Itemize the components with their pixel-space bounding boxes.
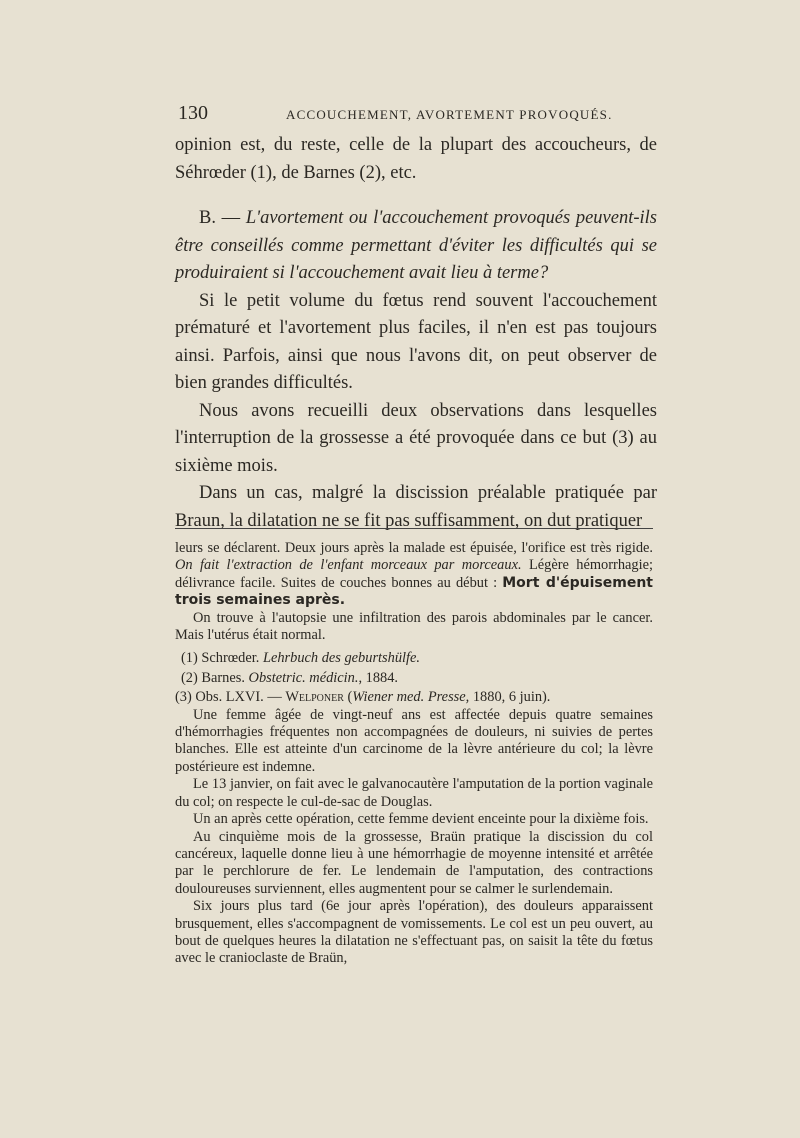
page-header — [174, 102, 662, 126]
running-head: ACCOUCHEMENT, AVORTEMENT PROVOQUÉS. — [286, 107, 613, 122]
footnotes — [175, 540, 653, 968]
footnote-text: ( — [343, 689, 353, 706]
footnote-italic: Wiener med. Presse, — [352, 689, 470, 706]
section-label: B. — — [199, 208, 246, 228]
observation-paragraph: Un an après cette opération, cette femme devient enceinte pour la dixième fois. — [193, 811, 649, 828]
footnote-3 — [175, 689, 653, 706]
section-heading — [175, 205, 657, 288]
footnote-italic: Obstetric. médicin. — [248, 669, 359, 686]
main-text — [175, 132, 657, 535]
paragraph: opinion est, du reste, celle de la plupart des accoucheurs, de Séhrœder (1), de Barnes (2), etc. — [175, 135, 657, 183]
footnote-author: Welponer — [285, 689, 344, 706]
footnote-text: 1880, 6 juin). — [469, 689, 551, 706]
footnote-text: (1) Schrœder. — [181, 650, 263, 667]
note-text: leurs se déclarent. Deux jours après la malade est épuisée, l'orifice est très rigide. — [175, 540, 653, 556]
footnote-2 — [175, 670, 653, 687]
note-paragraph — [175, 540, 653, 610]
footnote-text: (2) Barnes. — [181, 669, 249, 686]
section-question: L'avortement ou l'accouchement provoqués peuvent-ils être conseillés comme permettant d'éviter les difficultés qui se produiraient si l'accouchement avait lieu à terme? — [175, 208, 658, 283]
footnote-text: (3) Obs. LXVI. — — [175, 689, 286, 706]
note-paragraph: On trouve à l'autopsie une infiltration des parois abdominales par le cancer. Mais l'utérus était normal. — [175, 609, 653, 644]
footnote-text: , 1884. — [358, 669, 399, 686]
page-number: 130 — [178, 102, 208, 124]
footnote-1 — [175, 650, 653, 667]
footnote-italic: Lehrbuch des geburtshülfe. — [262, 650, 421, 667]
observation-paragraph: Six jours plus tard (6e jour après l'opération), des douleurs apparaissent brusquement, elles s'accompagnent de vomissements. Le col est un peu ouvert, au bout de quelques heures la dilatation ne s'effectuant pas, on saisit la tête du fœtus avec le cranioclaste de Braün, — [175, 898, 653, 967]
paragraph: Dans un cas, malgré la discission préalable pratiquée par Braun, la dilatation ne se fit pas suffisamment, on dut pratiquer — [175, 483, 657, 531]
note-text: Légère hémorrhagie; délivrance facile. Suites de couches bonnes au début : — [175, 557, 653, 591]
note-bold: Mort d'épuisement trois semaines après. — [175, 574, 653, 609]
observation-paragraph: Le 13 janvier, on fait avec le galvanocautère l'amputation de la portion vaginale du col; on respecte le cul-de-sac de Douglas. — [175, 776, 653, 810]
paragraph: Si le petit volume du fœtus rend souvent l'accouchement prématuré et l'avortement plus faciles, il n'en est pas toujours ainsi. Parfois, ainsi que nous l'avons dit, on peut observer de bien grandes difficultés. — [175, 290, 657, 393]
observation-paragraph: Au cinquième mois de la grossesse, Braün pratique la discission du col cancéreux, laquelle donne lieu à une hémorrhagie de moyenne intensité et arrêtée par le perchlorure de fer. Le lendemain de l'amputation, des contractions douloureuses surviennent, elles augmentent pour se calmer le surlendemain. — [175, 828, 653, 897]
footnote-separator — [175, 528, 653, 529]
observation-paragraph: Une femme âgée de vingt-neuf ans est affectée depuis quatre semaines d'hémorrhagies fréquentes non accompagnées de douleurs, ni suivies de pertes blanches. Elle est atteinte d'un carcinome de la lèvre antérieure du col; la lèvre postérieure est indemne. — [175, 706, 653, 775]
paragraph: Nous avons recueilli deux observations dans lesquelles l'interruption de la grossesse a été provoquée dans ce but (3) au sixième mois. — [175, 400, 657, 476]
note-italic: On fait l'extraction de l'enfant morceaux par morceaux. — [175, 557, 522, 574]
